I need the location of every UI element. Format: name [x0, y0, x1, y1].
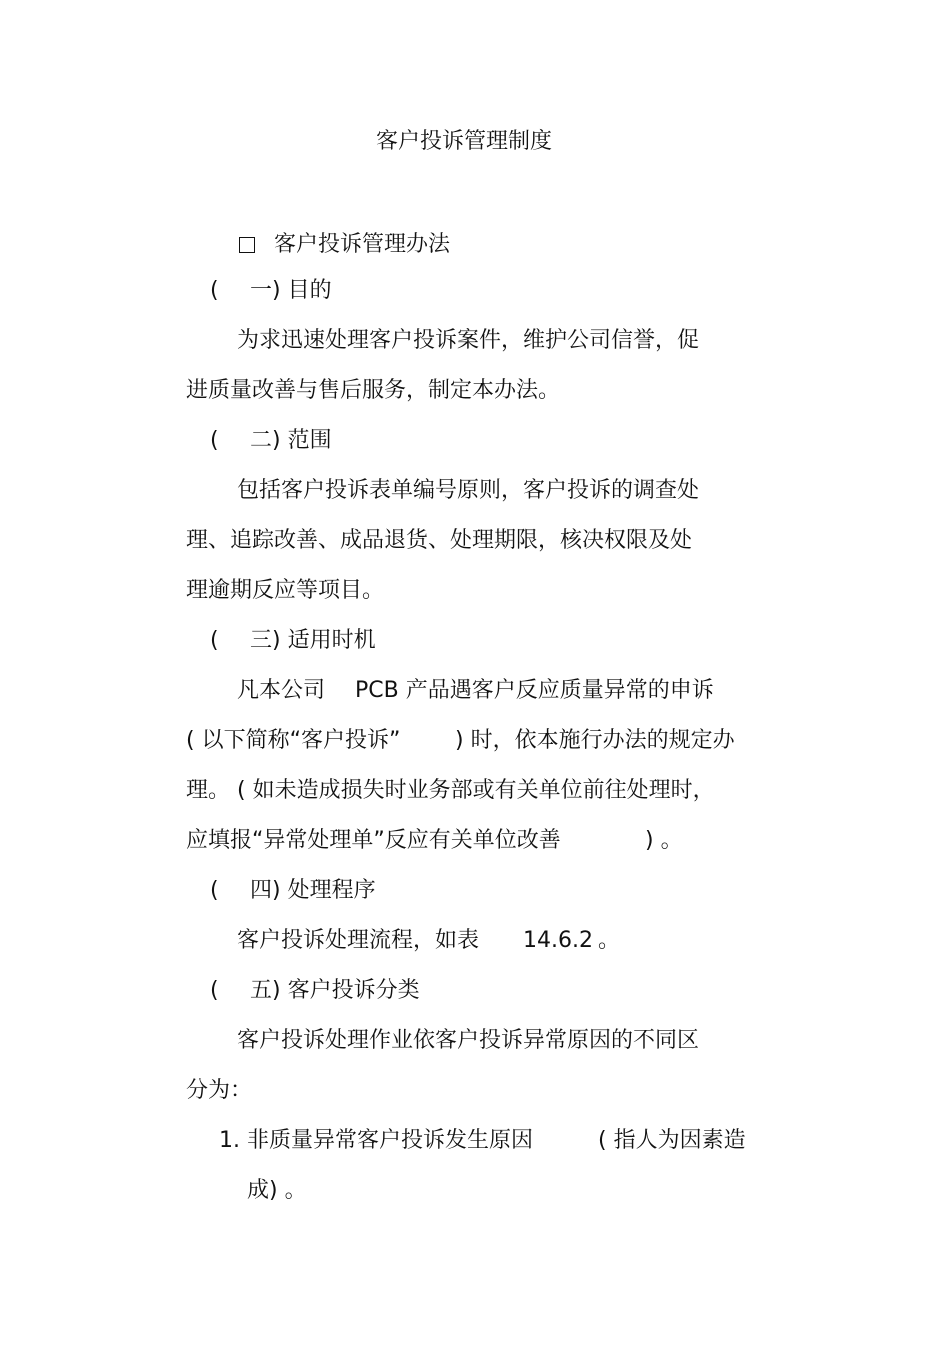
paragraph-2-line-3: 理逾期反应等项目。	[186, 578, 385, 603]
paragraph-4-period: 。	[598, 928, 621, 953]
paragraph-3-line-4a: 应填报“异常处理单”反应有关单位改善	[186, 828, 561, 853]
section-5-paren: (	[210, 978, 219, 1003]
paragraph-2-line-2: 理、追踪改善、成品退货、处理期限，核决权限及处	[186, 528, 693, 553]
paragraph-3-line-2b: ) 时，依本施行办法的规定办	[455, 728, 735, 753]
paragraph-3-line-1b: PCB 产品遇客户反应质量异常的申诉	[355, 678, 714, 703]
paragraph-3-line-4b: ) 。	[645, 828, 683, 853]
paragraph-4-table-ref: 14.6.2	[523, 928, 593, 953]
paragraph-5-line-1: 客户投诉处理作业依客户投诉异常原因的不同区	[237, 1028, 700, 1053]
paragraph-3-line-2a: ( 以下简称“客户投诉”	[186, 728, 401, 753]
paragraph-1-line-1: 为求迅速处理客户投诉案件，维护公司信誉，促	[237, 328, 700, 353]
section-3-title: 三) 适用时机	[250, 628, 376, 653]
section-5-title: 五) 客户投诉分类	[250, 978, 420, 1003]
list-item-text-a: 非质量异常客户投诉发生原因	[247, 1128, 534, 1153]
section-heading: 客户投诉管理办法	[274, 232, 451, 257]
list-item-number: 1.	[219, 1128, 240, 1153]
section-2-title: 二) 范围	[250, 428, 332, 453]
section-4-paren: (	[210, 878, 219, 903]
list-item-text-b: ( 指人为因素造	[598, 1128, 746, 1153]
section-2-paren: (	[210, 428, 219, 453]
section-1-paren: (	[210, 278, 219, 303]
paragraph-3-line-1a: 凡本公司	[237, 678, 326, 703]
section-4-title: 四) 处理程序	[250, 878, 376, 903]
checkbox-icon	[239, 237, 255, 253]
section-1-title: 一) 目的	[250, 278, 332, 303]
document-title: 客户投诉管理制度	[376, 129, 553, 154]
paragraph-3-line-3: 理。 ( 如未造成损失时业务部或有关单位前往处理时，	[186, 778, 715, 803]
paragraph-4-text: 客户投诉处理流程，如表	[237, 928, 480, 953]
list-item-text-c: 成) 。	[247, 1178, 307, 1203]
paragraph-2-line-1: 包括客户投诉表单编号原则，客户投诉的调查处	[237, 478, 700, 503]
paragraph-5-line-2: 分为：	[186, 1078, 253, 1103]
section-3-paren: (	[210, 628, 219, 653]
paragraph-1-line-2: 进质量改善与售后服务，制定本办法。	[186, 378, 561, 403]
